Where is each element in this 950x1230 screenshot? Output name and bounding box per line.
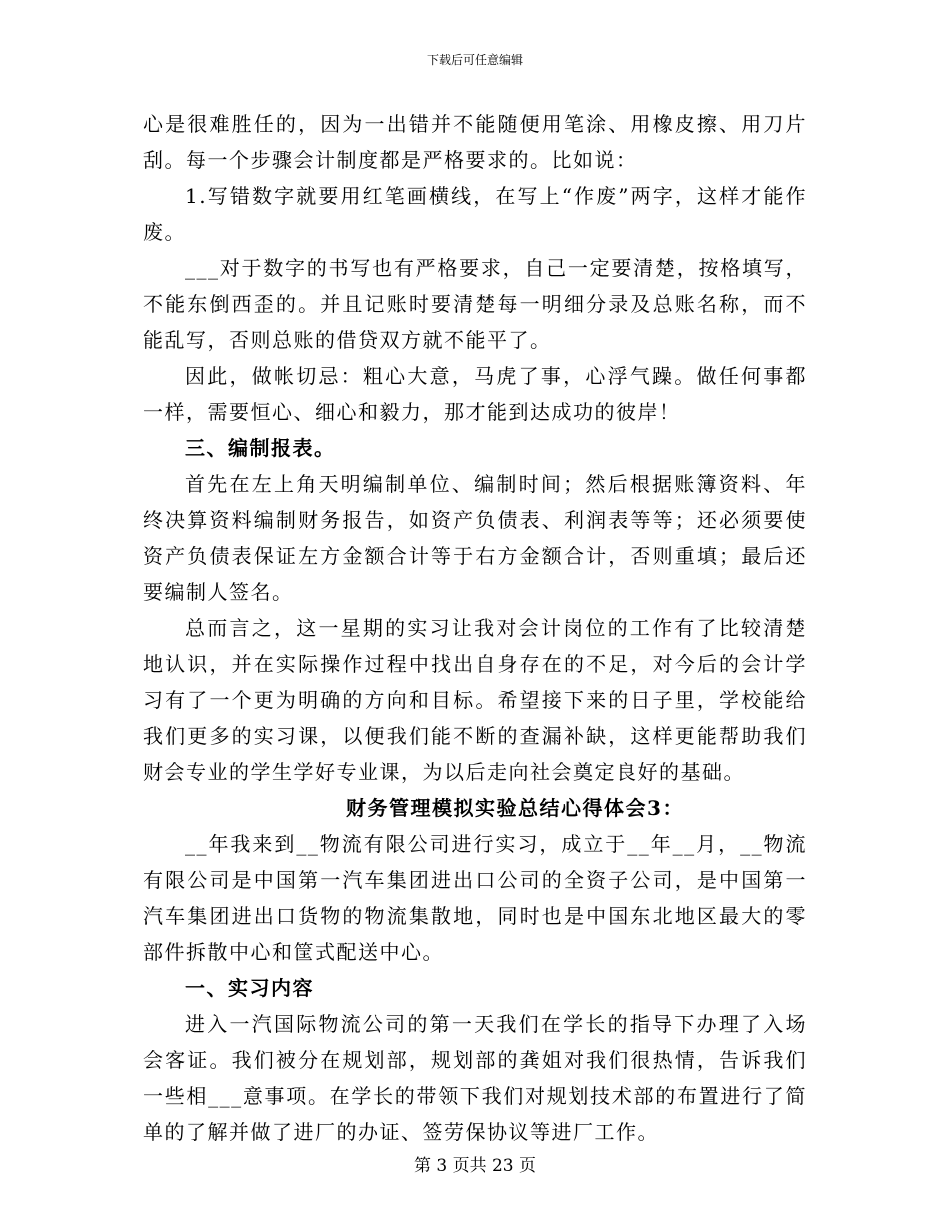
page-footer: 第 3 页共 23 页	[413, 1156, 537, 1176]
paragraph-summary: 总而言之，这一星期的实习让我对会计岗位的工作有了比较清楚地认识，并在实际操作过程中找出自身存在的不足，对今后的会计学习有了一个更为明确的方向和目标。希望接下来的日子里，学校能给我们更多的实习课，以便我们能不断的查漏补缺，这样更能帮助我们财会专业的学生学好专业课，为以后走向社会奠定良好的基础。	[143, 616, 807, 784]
paragraph-caution: 因此，做帐切忌：粗心大意，马虎了事，心浮气躁。做任何事都一样，需要恒心、细心和毅力，那才能到达成功的彼岸！	[143, 364, 807, 424]
paragraph-reports: 首先在左上角天明编制单位、编制时间；然后根据账簿资料、年终决算资料编制财务报告，如资产负债表、利润表等等；还必须要使资产负债表保证左方金额合计等于右方金额合计，否则重填；最后还要编制人签名。	[143, 472, 807, 604]
section-heading-reports: 三、编制报表。	[185, 436, 336, 460]
paragraph-number-writing: ___对于数字的书写也有严格要求，自己一定要清楚，按格填写，不能东倒西歪的。并且记账时要清楚每一明细分录及总账名称，而不能乱写，否则总账的借贷双方就不能平了。	[143, 256, 807, 352]
paragraph-continuation: 心是很难胜任的，因为一出错并不能随便用笔涂、用橡皮擦、用刀片刮。每一个步骤会计制度都是严格要求的。比如说：	[143, 112, 807, 172]
page-header: 下载后可任意编辑	[426, 53, 523, 67]
paragraph-item-1: 1.写错数字就要用红笔画横线，在写上“作废”两字，这样才能作废。	[143, 184, 807, 244]
section-heading-content: 一、实习内容	[185, 976, 314, 1000]
article-title: 财务管理模拟实验总结心得体会3：	[346, 796, 684, 820]
document-body	[143, 106, 807, 1150]
paragraph-first-day: 进入一汽国际物流公司的第一天我们在学长的指导下办理了入场会客证。我们被分在规划部，规划部的龚姐对我们很热情，告诉我们一些相___意事项。在学长的带领下我们对规划技术部的布置进行了简单的了解并做了进厂的办证、签劳保协议等进厂工作。	[143, 1012, 807, 1144]
paragraph-company-intro: __年我来到__物流有限公司进行实习，成立于__年__月，__物流有限公司是中国第一汽车集团进出口公司的全资子公司，是中国第一汽车集团进出口货物的物流集散地，同时也是中国东北地区最大的零部件拆散中心和筐式配送中心。	[143, 832, 807, 964]
